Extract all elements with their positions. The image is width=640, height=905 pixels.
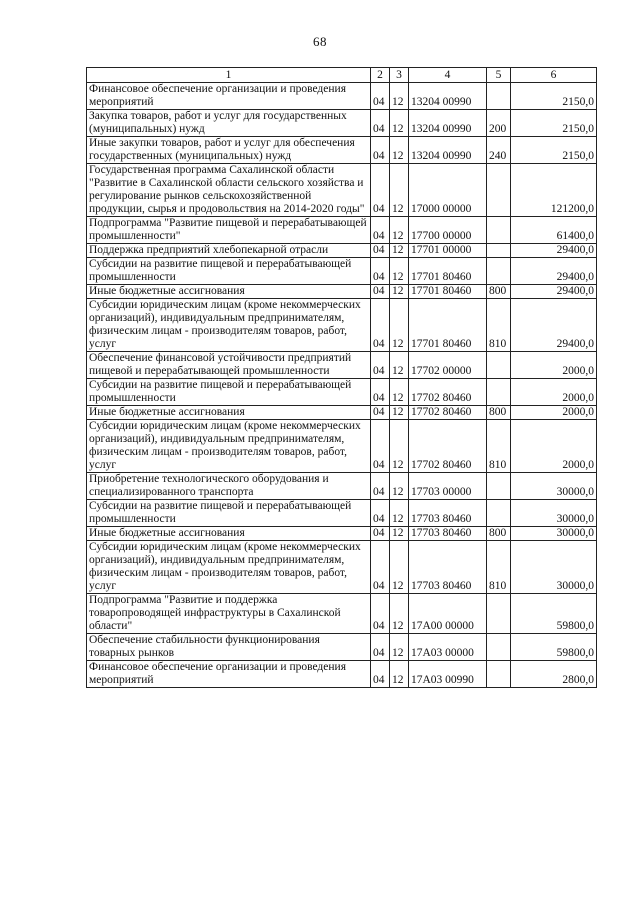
subsection-code: 12	[390, 594, 409, 634]
expense-type-code: 800	[487, 285, 511, 299]
section-code: 04	[371, 110, 390, 137]
item-name: Субсидии на развитие пищевой и перерабатывающей промышленности	[87, 500, 371, 527]
table-row	[87, 285, 597, 299]
subsection-code: 12	[390, 217, 409, 244]
subsection-code: 12	[390, 379, 409, 406]
subsection-code: 12	[390, 473, 409, 500]
target-article-code: 17703 80460	[409, 527, 487, 541]
column-header-1: 1	[87, 68, 371, 83]
expense-type-code	[487, 594, 511, 634]
target-article-code: 17703 80460	[409, 500, 487, 527]
item-name: Субсидии на развитие пищевой и перерабатывающей промышленности	[87, 379, 371, 406]
amount: 29400,0	[511, 299, 597, 352]
expense-type-code	[487, 244, 511, 258]
section-code: 04	[371, 500, 390, 527]
table-row	[87, 594, 597, 634]
table-header	[87, 68, 597, 83]
expense-type-code	[487, 352, 511, 379]
amount: 2000,0	[511, 352, 597, 379]
item-name: Субсидии юридическим лицам (кроме некоммерческих организаций), индивидуальным предпринимателям, физическим лицам - производителям товаров, работ, услуг	[87, 299, 371, 352]
amount: 30000,0	[511, 527, 597, 541]
target-article-code: 13204 00990	[409, 110, 487, 137]
subsection-code: 12	[390, 285, 409, 299]
amount: 2000,0	[511, 379, 597, 406]
expense-type-code: 810	[487, 541, 511, 594]
subsection-code: 12	[390, 258, 409, 285]
target-article-code: 17701 80460	[409, 258, 487, 285]
table-row	[87, 244, 597, 258]
table-row	[87, 661, 597, 688]
amount: 2000,0	[511, 406, 597, 420]
amount: 2150,0	[511, 110, 597, 137]
subsection-code: 12	[390, 299, 409, 352]
amount: 30000,0	[511, 473, 597, 500]
subsection-code: 12	[390, 527, 409, 541]
table-row	[87, 406, 597, 420]
target-article-code: 17701 80460	[409, 299, 487, 352]
section-code: 04	[371, 527, 390, 541]
target-article-code: 17702 80460	[409, 420, 487, 473]
item-name: Закупка товаров, работ и услуг для государственных (муниципальных) нужд	[87, 110, 371, 137]
item-name: Подпрограмма "Развитие и поддержка товаропроводящей инфраструктуры в Сахалинской области"	[87, 594, 371, 634]
table-row	[87, 420, 597, 473]
target-article-code: 17702 80460	[409, 379, 487, 406]
target-article-code: 17701 80460	[409, 285, 487, 299]
amount: 2150,0	[511, 137, 597, 164]
table-row	[87, 110, 597, 137]
section-code: 04	[371, 541, 390, 594]
section-code: 04	[371, 217, 390, 244]
section-code: 04	[371, 420, 390, 473]
expense-type-code	[487, 473, 511, 500]
item-name: Обеспечение финансовой устойчивости предприятий пищевой и перерабатывающей промышленности	[87, 352, 371, 379]
expense-type-code	[487, 217, 511, 244]
target-article-code: 13204 00990	[409, 83, 487, 110]
expense-type-code	[487, 258, 511, 285]
item-name: Подпрограмма "Развитие пищевой и перерабатывающей промышленности"	[87, 217, 371, 244]
expense-type-code: 200	[487, 110, 511, 137]
subsection-code: 12	[390, 406, 409, 420]
header-row	[87, 68, 597, 83]
section-code: 04	[371, 137, 390, 164]
subsection-code: 12	[390, 661, 409, 688]
subsection-code: 12	[390, 137, 409, 164]
column-header-5: 5	[487, 68, 511, 83]
budget-table	[86, 67, 597, 688]
subsection-code: 12	[390, 83, 409, 110]
section-code: 04	[371, 285, 390, 299]
table-row	[87, 258, 597, 285]
expense-type-code: 800	[487, 527, 511, 541]
item-name: Государственная программа Сахалинской области "Развитие в Сахалинской области сельского хозяйства и регулирование рынков сельскохозяйственной продукции, сырья и продовольствия на 2014-2020 годы"	[87, 164, 371, 217]
table-row	[87, 541, 597, 594]
subsection-code: 12	[390, 634, 409, 661]
section-code: 04	[371, 164, 390, 217]
section-code: 04	[371, 594, 390, 634]
subsection-code: 12	[390, 352, 409, 379]
item-name: Поддержка предприятий хлебопекарной отрасли	[87, 244, 371, 258]
target-article-code: 13204 00990	[409, 137, 487, 164]
section-code: 04	[371, 473, 390, 500]
item-name: Приобретение технологического оборудования и специализированного транспорта	[87, 473, 371, 500]
subsection-code: 12	[390, 110, 409, 137]
target-article-code: 17700 00000	[409, 217, 487, 244]
item-name: Финансовое обеспечение организации и проведения мероприятий	[87, 83, 371, 110]
expense-type-code	[487, 164, 511, 217]
table-row	[87, 83, 597, 110]
expense-type-code	[487, 500, 511, 527]
section-code: 04	[371, 244, 390, 258]
table-row	[87, 527, 597, 541]
subsection-code: 12	[390, 420, 409, 473]
column-header-3: 3	[390, 68, 409, 83]
expense-type-code	[487, 83, 511, 110]
table-body	[87, 83, 597, 688]
table-row	[87, 299, 597, 352]
target-article-code: 17000 00000	[409, 164, 487, 217]
item-name: Обеспечение стабильности функционирования товарных рынков	[87, 634, 371, 661]
item-name: Иные бюджетные ассигнования	[87, 527, 371, 541]
item-name: Субсидии юридическим лицам (кроме некоммерческих организаций), индивидуальным предпринимателям, физическим лицам - производителям товаров, работ, услуг	[87, 541, 371, 594]
amount: 29400,0	[511, 285, 597, 299]
amount: 29400,0	[511, 244, 597, 258]
target-article-code: 17А03 00990	[409, 661, 487, 688]
column-header-4: 4	[409, 68, 487, 83]
subsection-code: 12	[390, 541, 409, 594]
item-name: Финансовое обеспечение организации и проведения мероприятий	[87, 661, 371, 688]
expense-type-code	[487, 634, 511, 661]
section-code: 04	[371, 83, 390, 110]
amount: 2150,0	[511, 83, 597, 110]
subsection-code: 12	[390, 164, 409, 217]
amount: 2000,0	[511, 420, 597, 473]
section-code: 04	[371, 661, 390, 688]
expense-type-code: 810	[487, 299, 511, 352]
target-article-code: 17702 80460	[409, 406, 487, 420]
amount: 2800,0	[511, 661, 597, 688]
amount: 30000,0	[511, 541, 597, 594]
amount: 30000,0	[511, 500, 597, 527]
item-name: Субсидии юридическим лицам (кроме некоммерческих организаций), индивидуальным предпринимателям, физическим лицам - производителям товаров, работ, услуг	[87, 420, 371, 473]
section-code: 04	[371, 352, 390, 379]
item-name: Иные закупки товаров, работ и услуг для обеспечения государственных (муниципальных) нужд	[87, 137, 371, 164]
section-code: 04	[371, 299, 390, 352]
table-row	[87, 473, 597, 500]
item-name: Иные бюджетные ассигнования	[87, 285, 371, 299]
amount: 59800,0	[511, 634, 597, 661]
amount: 121200,0	[511, 164, 597, 217]
target-article-code: 17А00 00000	[409, 594, 487, 634]
target-article-code: 17703 80460	[409, 541, 487, 594]
amount: 59800,0	[511, 594, 597, 634]
table-row	[87, 164, 597, 217]
subsection-code: 12	[390, 500, 409, 527]
item-name: Субсидии на развитие пищевой и перерабатывающей промышленности	[87, 258, 371, 285]
target-article-code: 17701 00000	[409, 244, 487, 258]
expense-type-code: 800	[487, 406, 511, 420]
table-row	[87, 379, 597, 406]
expense-type-code	[487, 379, 511, 406]
table-row	[87, 500, 597, 527]
target-article-code: 17А03 00000	[409, 634, 487, 661]
section-code: 04	[371, 258, 390, 285]
table-row	[87, 217, 597, 244]
target-article-code: 17703 00000	[409, 473, 487, 500]
expense-type-code: 810	[487, 420, 511, 473]
subsection-code: 12	[390, 244, 409, 258]
item-name: Иные бюджетные ассигнования	[87, 406, 371, 420]
expense-type-code: 240	[487, 137, 511, 164]
amount: 29400,0	[511, 258, 597, 285]
table-row	[87, 352, 597, 379]
table-row	[87, 137, 597, 164]
target-article-code: 17702 00000	[409, 352, 487, 379]
amount: 61400,0	[511, 217, 597, 244]
expense-type-code	[487, 661, 511, 688]
section-code: 04	[371, 634, 390, 661]
table-row	[87, 634, 597, 661]
column-header-6: 6	[511, 68, 597, 83]
column-header-2: 2	[371, 68, 390, 83]
page-number: 68	[313, 34, 327, 49]
section-code: 04	[371, 406, 390, 420]
section-code: 04	[371, 379, 390, 406]
